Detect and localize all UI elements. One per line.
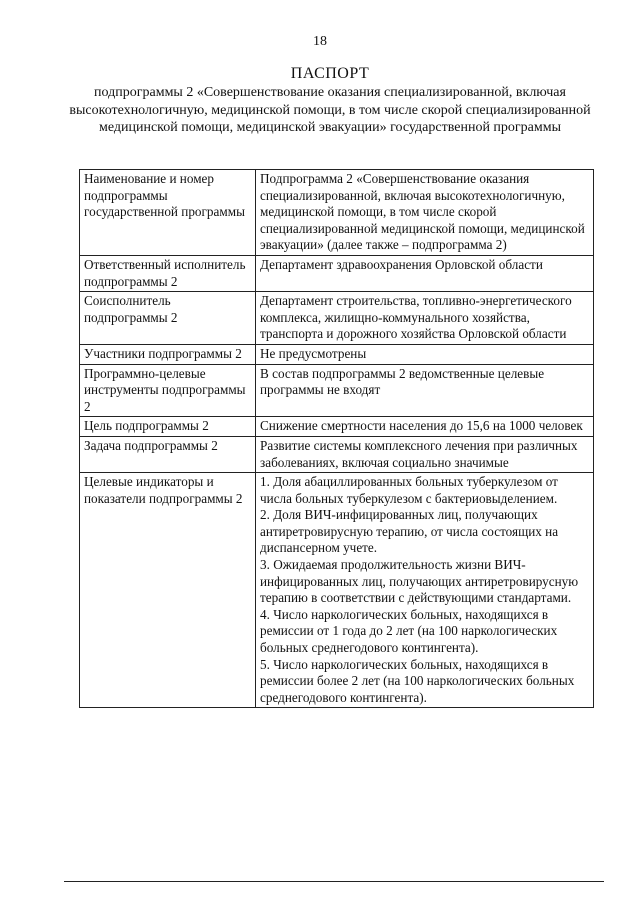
document-title: ПАСПОРТ — [290, 65, 370, 82]
row-value-item: 1. Доля абациллированных больных туберкулезом от числа больных туберкулезом с бактериовыделением. — [260, 474, 558, 506]
row-value — [256, 417, 594, 437]
row-label: Целевые индикаторы и показатели подпрограммы 2 — [80, 473, 256, 708]
row-value — [256, 436, 594, 472]
table-row — [80, 436, 594, 472]
row-label: Цель подпрограммы 2 — [80, 417, 256, 437]
row-value — [256, 473, 594, 708]
row-value — [256, 255, 594, 291]
table-row — [80, 364, 594, 417]
row-value-item: Подпрограмма 2 «Совершенствование оказания специализированной, включая высокотехнологичную, медицинской помощи, в том числе скорой специализированной медицинской помощи, медицинской эвакуации» (далее также – подпрограмма 2) — [260, 171, 585, 253]
document-heading — [60, 64, 600, 137]
row-value — [256, 292, 594, 345]
row-label: Задача подпрограммы 2 — [80, 436, 256, 472]
table-row — [80, 344, 594, 364]
row-value-item: 5. Число наркологических больных, находящихся в ремиссии более 2 лет (на 100 наркологических больных среднегодового контингента). — [260, 656, 575, 705]
row-value-item: Департамент здравоохранения Орловской области — [260, 256, 543, 272]
document-subtitle: подпрограммы 2 «Совершенствование оказания специализированной, включая высокотехнологичную, медицинской помощи, в том числе скорой специализированной медицинской помощи, медицинской эвакуации» государственной программы — [69, 85, 591, 135]
row-value-item: 4. Число наркологических больных, находящихся в ремиссии от 1 года до 2 лет (на 100 наркологических больных среднегодового контингента). — [260, 606, 558, 656]
table-row — [80, 417, 594, 437]
table-row — [80, 292, 594, 345]
table-row — [80, 170, 594, 256]
row-value-item: Департамент строительства, топливно-энергетического комплекса, жилищно-коммунального хозяйства, транспорта и дорожного хозяйства Орловской области — [260, 293, 572, 342]
table-row — [80, 255, 594, 291]
row-label: Соисполнитель подпрограммы 2 — [80, 292, 256, 345]
row-value — [256, 170, 594, 256]
row-value-item: 3. Ожидаемая продолжительность жизни ВИЧ-инфицированных лиц, получающих антиретровирусную терапию в соответствии с действующими стандартами. — [260, 557, 579, 606]
row-value-item: В состав подпрограммы 2 ведомственные целевые программы не входят — [260, 365, 545, 398]
row-value-item: Снижение смертности населения до 15,6 на 1000 человек — [260, 418, 583, 434]
row-value-item: Не предусмотрены — [260, 345, 367, 361]
page-number: 18 — [313, 34, 327, 49]
row-value — [256, 344, 594, 364]
row-label: Наименование и номер подпрограммы государственной программы — [80, 170, 256, 256]
row-label: Ответственный исполнитель подпрограммы 2 — [80, 255, 256, 291]
row-value — [256, 364, 594, 417]
bottom-rule — [64, 881, 604, 882]
row-value-item: Развитие системы комплексного лечения при различных заболеваниях, включая социально значимые — [260, 437, 578, 470]
row-label: Программно-целевые инструменты подпрограммы 2 — [80, 364, 256, 417]
passport-table — [79, 169, 594, 708]
table-row — [80, 473, 594, 708]
row-value-item: 2. Доля ВИЧ-инфицированных лиц, получающих антиретровирусную терапию, от числа состоящих на диспансерном учете. — [260, 507, 559, 556]
row-label: Участники подпрограммы 2 — [80, 344, 256, 364]
